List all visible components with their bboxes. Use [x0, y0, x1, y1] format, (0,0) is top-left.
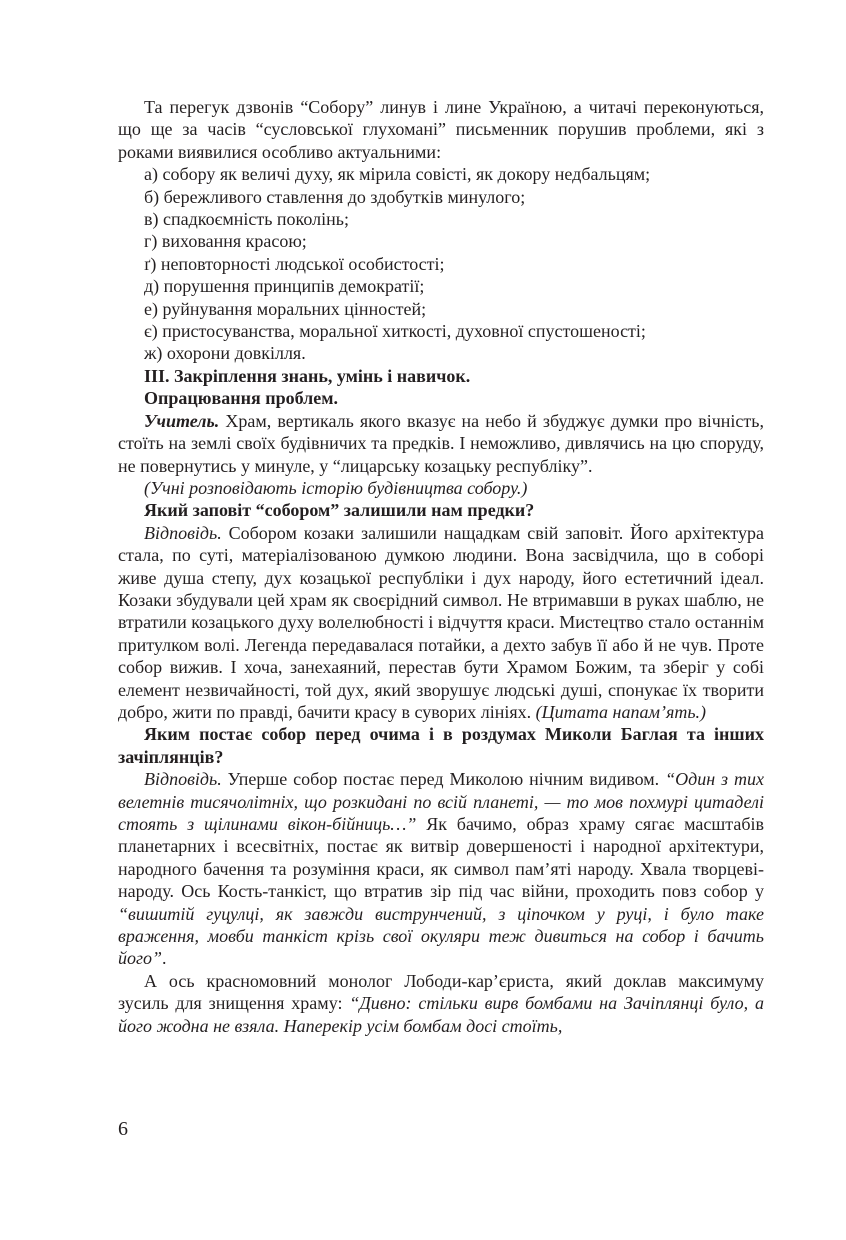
list-item: д) порушення принципів демократії; [144, 276, 425, 297]
list-item: г) виховання красою; [144, 231, 307, 252]
answer-text: Уперше собор постає перед Миколою нічним видивом. [221, 769, 666, 790]
list-item: є) пристосуванства, моральної хиткості, духовної спустошеності; [144, 321, 646, 342]
final-paragraph [118, 970, 764, 1037]
page-body [118, 96, 764, 1037]
teacher-label: Учитель. [144, 410, 220, 431]
question-heading: Яким постає собор перед очима і в роздумах Миколи Баглая та інших зачіплянців? [118, 724, 764, 767]
students-note: (Учні розповідають історію будівництва собору.) [144, 477, 528, 498]
quote: “вишитій гуцулці, як завжди виструнчений, з ціпочком у руці, і було таке враження, мовби танкіст крізь свої окуляри теж дивиться на собор і бачить його” [118, 903, 764, 969]
problems-list [118, 163, 764, 365]
answer-label: Відповідь. [144, 769, 222, 790]
final-text: А ось красномовний монолог Лободи-кар’єриста, який доклав максимуму зусиль для знищення храму: [118, 970, 764, 1014]
teacher-text: Храм, вертикаль якого вказує на небо й збуджує думки про вічність, стоїть на землі своїх будівничих та предків. І неможливо, дивлячись на цю споруду, не повернутись у минуле, у “лицарську козацьку республіку”. [118, 410, 764, 476]
subsection-heading: Опрацювання проблем. [144, 388, 338, 409]
list-item: а) собору як величі духу, як мірила совісті, як докору недбальцям; [144, 164, 651, 185]
teacher-paragraph [118, 410, 764, 477]
quote: “Один з тих велетнів тисячолітніх, що розкидані по всій планеті, — то мов похмурі цитаделі стоять з щілинами вікон-бійниць…” [118, 769, 764, 834]
list-item: в) спадкоємність поколінь; [144, 209, 349, 230]
list-item: е) руйнування моральних цінностей; [144, 298, 427, 319]
answer-text: Собором козаки залишили нащадкам свій заповіт. Його архітектура стала, по суті, матеріалізованою думкою людини. Вона засвідчила, що в соборі живе душа степу, дух козацької республіки і дух народу, його естетичний ідеал. Козаки збудували цей храм як своєрідний символ. Не втримавши в руках шаблю, не втратили козацького духу волелюбності і відчуття краси. Мистецтво стало останнім притулком волі. Легенда передавалася потайки, а дехто забув її або й не чув. Проте собор вижив. І хоча, занехаяний, перестав бути Храмом Божим, та зберіг у собі елемент незвичайності, той дух, який зворушує людські душі, спонукає їх творити добро, жити по правді, бачити красу в суворих лініях. [118, 522, 764, 722]
list-item: ж) охорони довкілля. [144, 343, 306, 364]
page-number: 6 [118, 1118, 128, 1140]
intro-paragraph: Та перегук дзвонів “Собору” линув і лине Україною, а читачі переконуються, що ще за часів “сусловської глухомані” письменник порушив проблеми, які з роками виявилися особливо актуальними: [118, 97, 764, 162]
answer-text: Як бачимо, образ храму сягає масштабів планетарних і всесвітніх, постає як витвір довершеності і народної архітектури, народного бачення та розуміння краси, як символ пам’яті народу. Хвала творцеві-народу. Ось Кость-танкіст, що втратив зір під час війни, проходить повз собор у [118, 814, 764, 902]
section-heading: ІІІ. Закріплення знань, умінь і навичок. [144, 365, 471, 386]
list-item: ґ) неповторності людської особистості; [144, 253, 445, 274]
quote: “Дивно: стільки вирв бомбами на Зачіплянці було, а його жодна не взяла. Наперекір усім бомбам досі стоїть, [118, 993, 764, 1036]
answer-label: Відповідь. [144, 522, 222, 543]
answer-text: . [162, 948, 167, 969]
answer-paragraph [118, 522, 764, 724]
list-item: б) бережливого ставлення до здобутків минулого; [144, 186, 526, 207]
answer-paragraph [118, 768, 764, 970]
question-heading: Який заповіт “собором” залишили нам предки? [144, 500, 535, 521]
citation-note: (Цитата напам’ять.) [531, 701, 707, 722]
